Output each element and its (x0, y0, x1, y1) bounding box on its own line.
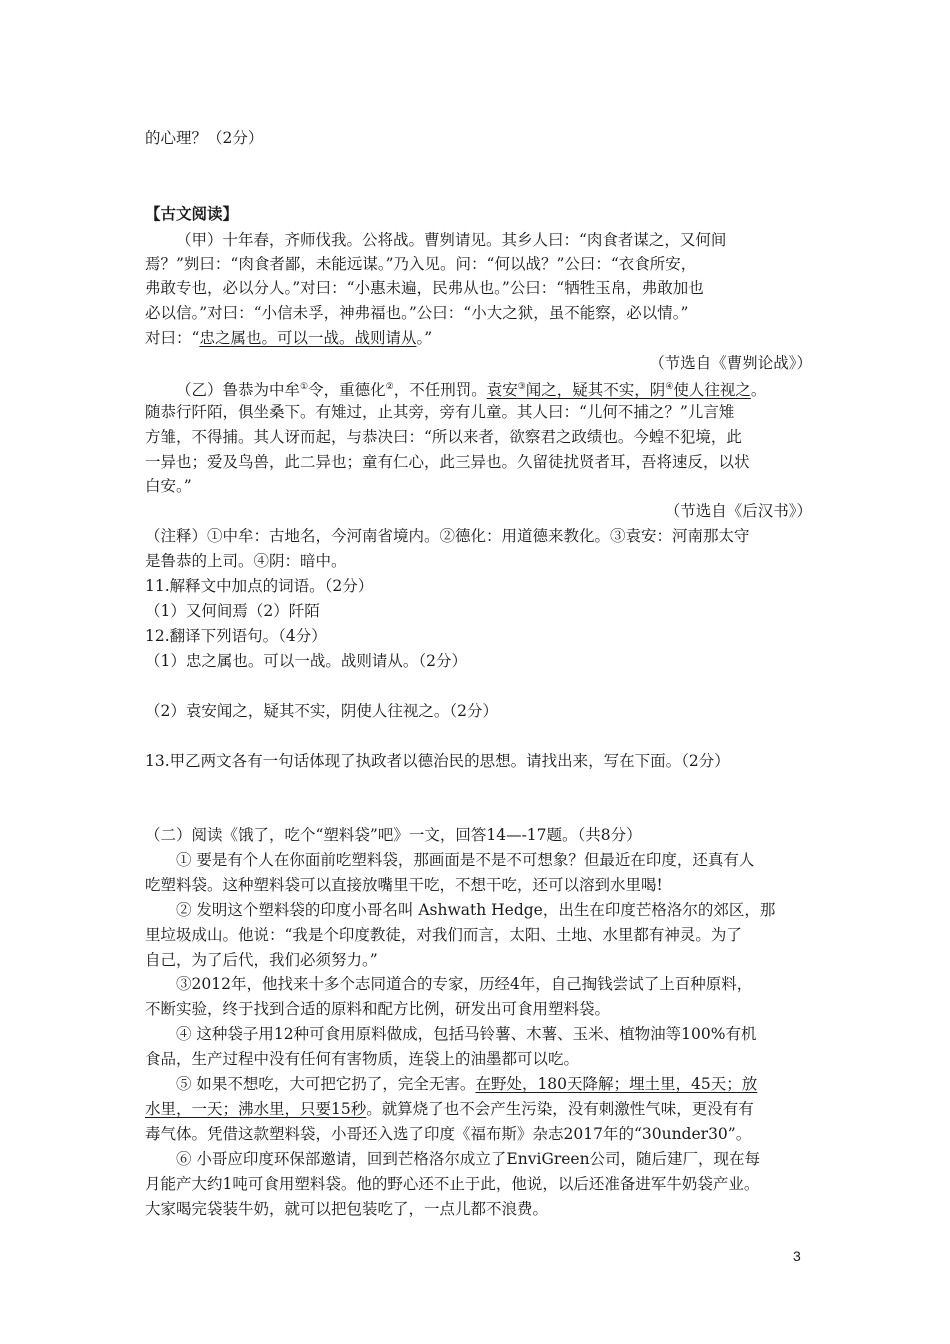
passage-line (145, 1099, 813, 1119)
question-11: 11.解释文中加点的词语。（2分） (145, 577, 374, 595)
passage-line (145, 328, 813, 348)
passage-line: 食品，生产过程中没有任何有害物质，连袋上的油墨都可以吃。 (145, 1050, 580, 1068)
passage-line: 里垃圾成山。他说：“我是个印度教徒，对我们而言，太阳、土地、水里都有神灵。为了 (145, 926, 742, 944)
text-run: 。” (416, 329, 433, 347)
passage-line: 白安。” (145, 477, 192, 495)
passage-line: 焉？”刿曰：“肉食者鄙，未能远谋。”乃入见。问：“何以战？”公曰：“衣食所安， (145, 255, 697, 273)
passage-line: （甲）十年春，齐师伐我。公将战。曹刿请见。其乡人曰：“肉食者谋之，又何间 (176, 231, 727, 249)
source-citation: （节选自《曹刿论战》） (649, 354, 812, 372)
passage-line: ③2012年，他找来十多个志同道合的专家，历经4年，自己掏钱尝试了上百种原料， (176, 975, 753, 993)
question-12: 12.翻译下列语句。（4分） (145, 627, 327, 645)
passage-line: 月能产大约1吨可食用塑料袋。他的野心还不止于此，他说，以后还准备进军牛奶袋产业。 (145, 1175, 760, 1193)
text-run: 袁安 (486, 381, 518, 400)
footnote-mark: ③ (517, 382, 526, 392)
passage-line: 毒气体。凭借这款塑料袋，小哥还入选了印度《福布斯》杂志2017年的“30under30”。 (145, 1125, 752, 1143)
passage-line: ① 要是有个人在你面前吃塑料袋，那画面是不是不可想象？但最近在印度，还真有人 (176, 851, 755, 869)
passage-line: ② 发明这个塑料袋的印度小哥名叫 Ashwath Hedge，出生在印度芒格洛尔的郊区，那 (176, 901, 776, 919)
section-intro: （二）阅读《饿了，吃个“塑料袋”吧》一文，回答14—-17题。（共8分） (145, 826, 642, 844)
passage-line: 不断实验，终于找到合适的原料和配方比例，研发出可食用塑料袋。 (145, 1000, 611, 1018)
question-continuation: 的心理？（2分） (145, 129, 264, 147)
section-heading: 【古文阅读】 (145, 204, 239, 223)
footnote-mark: ④ (665, 382, 674, 392)
passage-line: 一异也；爱及鸟兽，此二异也；童有仁心，此三异也。久留徒扰贤者耳，吾将速反，以状 (145, 453, 750, 471)
text-run: 对曰：“ (145, 329, 200, 347)
question-12-item-2: （2）袁安闻之，疑其不实，阴使人往视之。（2分） (145, 702, 498, 720)
underlined-sentence (487, 381, 751, 399)
passage-line: 必以信。”对曰：“小信未孚，神弗福也。”公曰：“小大之狱，虽不能察，必以情。” (145, 304, 689, 322)
footnote-mark: ② (385, 382, 394, 392)
passage-line: 方雏，不得捕。其人讶而起，与恭决曰：“所以来者，欲察君之政绩也。今蝗不犯境，此 (145, 428, 742, 446)
passage-line: 随恭行阡陌，俱坐桑下。有雉过，止其旁，旁有儿童。其人曰：“儿何不捕之？”儿言雉 (145, 403, 735, 421)
text-run: 闻之，疑其不实，阴 (525, 381, 666, 400)
underlined-sentence: 水里，一天；沸水里，只要15秒 (145, 1100, 367, 1118)
underlined-sentence: 在野处，180天降解；埋土里，45天；放 (475, 1075, 758, 1093)
footnote-mark: ① (300, 382, 309, 392)
passage-line: 自己，为了后代，我们必须努力。” (145, 951, 378, 969)
text-run: ⑤ 如果不想吃，大可把它扔了，完全无害。 (176, 1075, 476, 1093)
question-12-item-1: （1）忠之属也。可以一战。战则请从。（2分） (145, 652, 467, 670)
passage-line (176, 1074, 813, 1094)
text-run: 令，重德化 (308, 381, 386, 400)
passage-line: 大家喝完袋装牛奶，就可以把包装吃了，一点儿都不浪费。 (145, 1200, 549, 1218)
annotation-line: （注释）①中牟：古地名，今河南省境内。②德化：用道德来教化。③袁安：河南那太守 (145, 527, 750, 545)
question-11-items: （1）又何间焉（2）阡陌 (145, 602, 320, 620)
text-run: ，不任刑罚。 (393, 381, 487, 400)
page-number: 3 (793, 1248, 801, 1264)
passage-line: 弗敢专也，必以分人。”对曰：“小惠未遍，民弗从也。”公曰：“牺牲玉帛，弗敢加也 (145, 279, 704, 297)
text-run: （乙）鲁恭为中牟 (176, 381, 301, 400)
question-13: 13.甲乙两文各有一句话体现了执政者以德治民的思想。请找出来，写在下面。（2分） (145, 752, 730, 770)
source-citation: （节选自《后汉书》） (664, 502, 812, 520)
passage-line: 吃塑料袋。这种塑料袋可以直接放嘴里干吃，不想干吃，还可以溶到水里喝! (145, 876, 663, 894)
text-run: 。就算烧了也不会产生污染，没有刺激性气味，更没有有 (366, 1100, 754, 1118)
text-run: 。 (750, 381, 767, 400)
annotation-line: 是鲁恭的上司。④阴：暗中。 (145, 552, 347, 570)
passage-line: ④ 这种袋子用12种可食用原料做成，包括马铃薯、木薯、玉米、植物油等100%有机 (176, 1025, 757, 1043)
passage-line: ⑥ 小哥应印度环保部邀请，回到芒格洛尔成立了EnviGreen公司，随后建厂，现在每 (176, 1150, 761, 1168)
passage-line (176, 377, 813, 400)
underlined-sentence: 忠之属也。可以一战。战则请从 (199, 329, 417, 347)
text-run: 使人往视之 (673, 381, 751, 400)
